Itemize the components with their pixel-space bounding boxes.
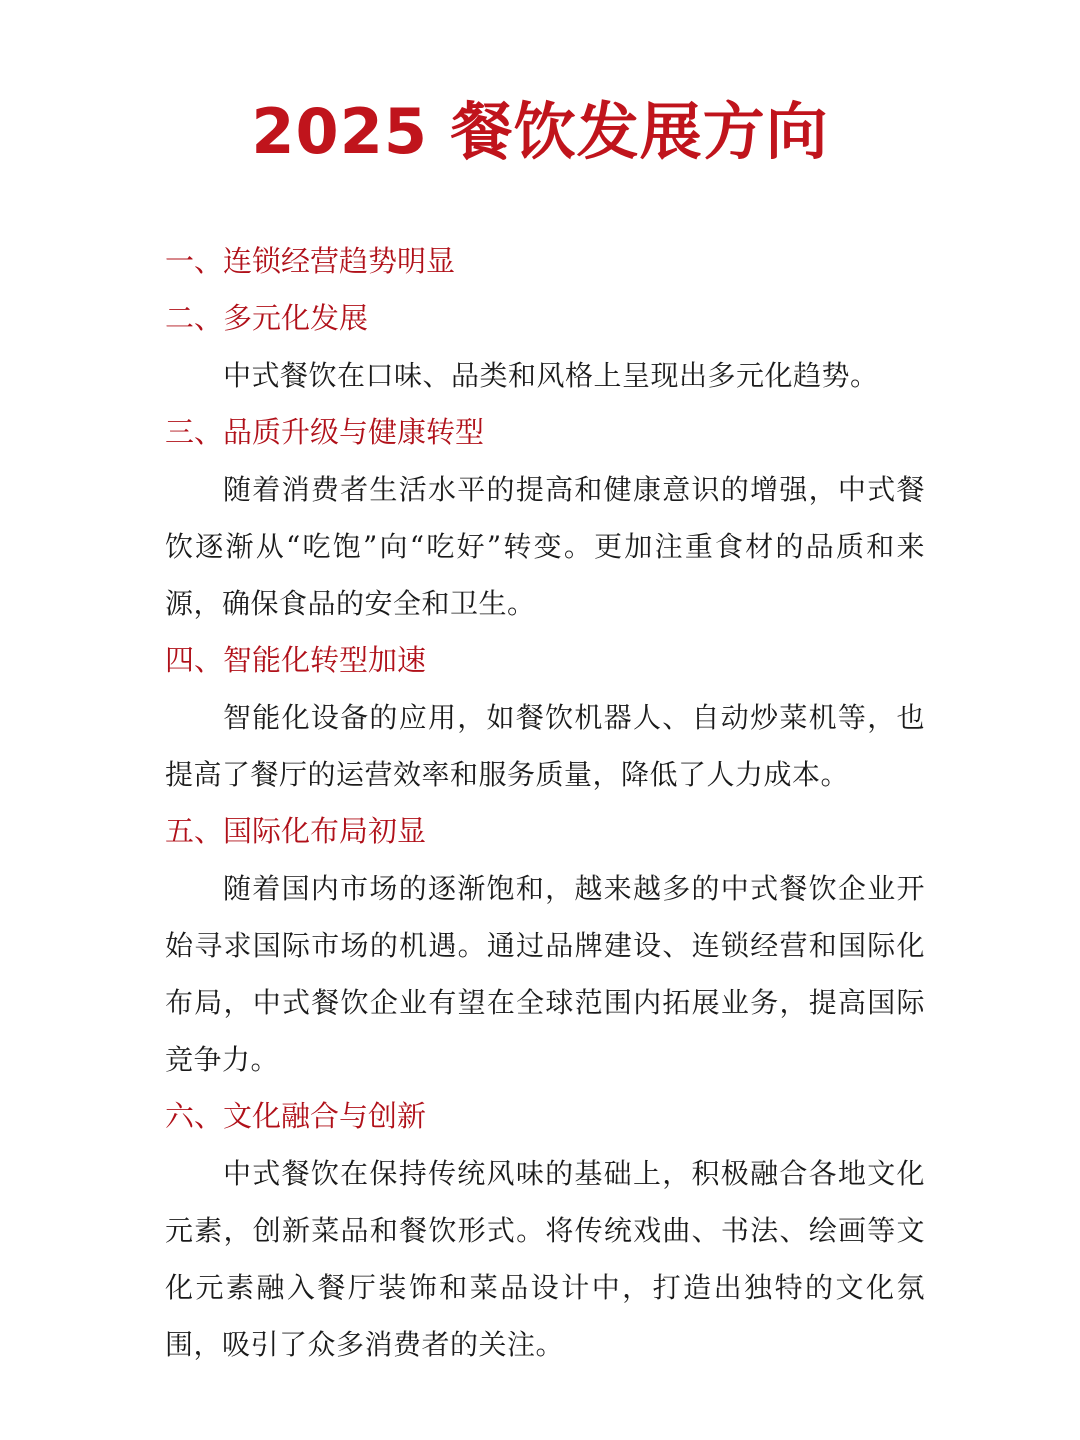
section-paragraph: 中式餐饮在保持传统风味的基础上，积极融合各地文化元素，创新菜品和餐饮形式。将传统戏曲、书法、绘画等文化元素融入餐厅装饰和菜品设计中，打造出独特的文化氛围，吸引了众多消费者的关注。 [165,1157,925,1361]
section-heading: 三、品质升级与健康转型 [165,415,485,449]
section-heading: 四、智能化转型加速 [165,643,427,677]
section-paragraph: 智能化设备的应用，如餐饮机器人、自动炒菜机等，也提高了餐厅的运营效率和服务质量，降低了人力成本。 [165,701,925,791]
section-heading: 二、多元化发展 [165,301,369,335]
section-3 [165,404,925,632]
page-title: 2025 餐饮发展方向 [251,95,829,168]
section-paragraph: 随着国内市场的逐渐饱和，越来越多的中式餐饮企业开始寻求国际市场的机遇。通过品牌建设、连锁经营和国际化布局，中式餐饮企业有望在全球范围内拓展业务，提高国际竞争力。 [165,872,925,1076]
section-1 [165,233,925,290]
section-paragraph: 随着消费者生活水平的提高和健康意识的增强，中式餐饮逐渐从“吃饱”向“吃好”转变。更加注重食材的品质和来源，确保食品的安全和卫生。 [165,473,925,620]
section-heading: 一、连锁经营趋势明显 [165,244,456,278]
section-6 [165,1088,925,1373]
document-body [165,233,925,1373]
section-4 [165,632,925,803]
section-5 [165,803,925,1088]
section-heading: 六、文化融合与创新 [165,1099,427,1133]
section-2 [165,290,925,404]
section-heading: 五、国际化布局初显 [165,814,427,848]
section-paragraph: 中式餐饮在口味、品类和风格上呈现出多元化趋势。 [223,359,879,392]
